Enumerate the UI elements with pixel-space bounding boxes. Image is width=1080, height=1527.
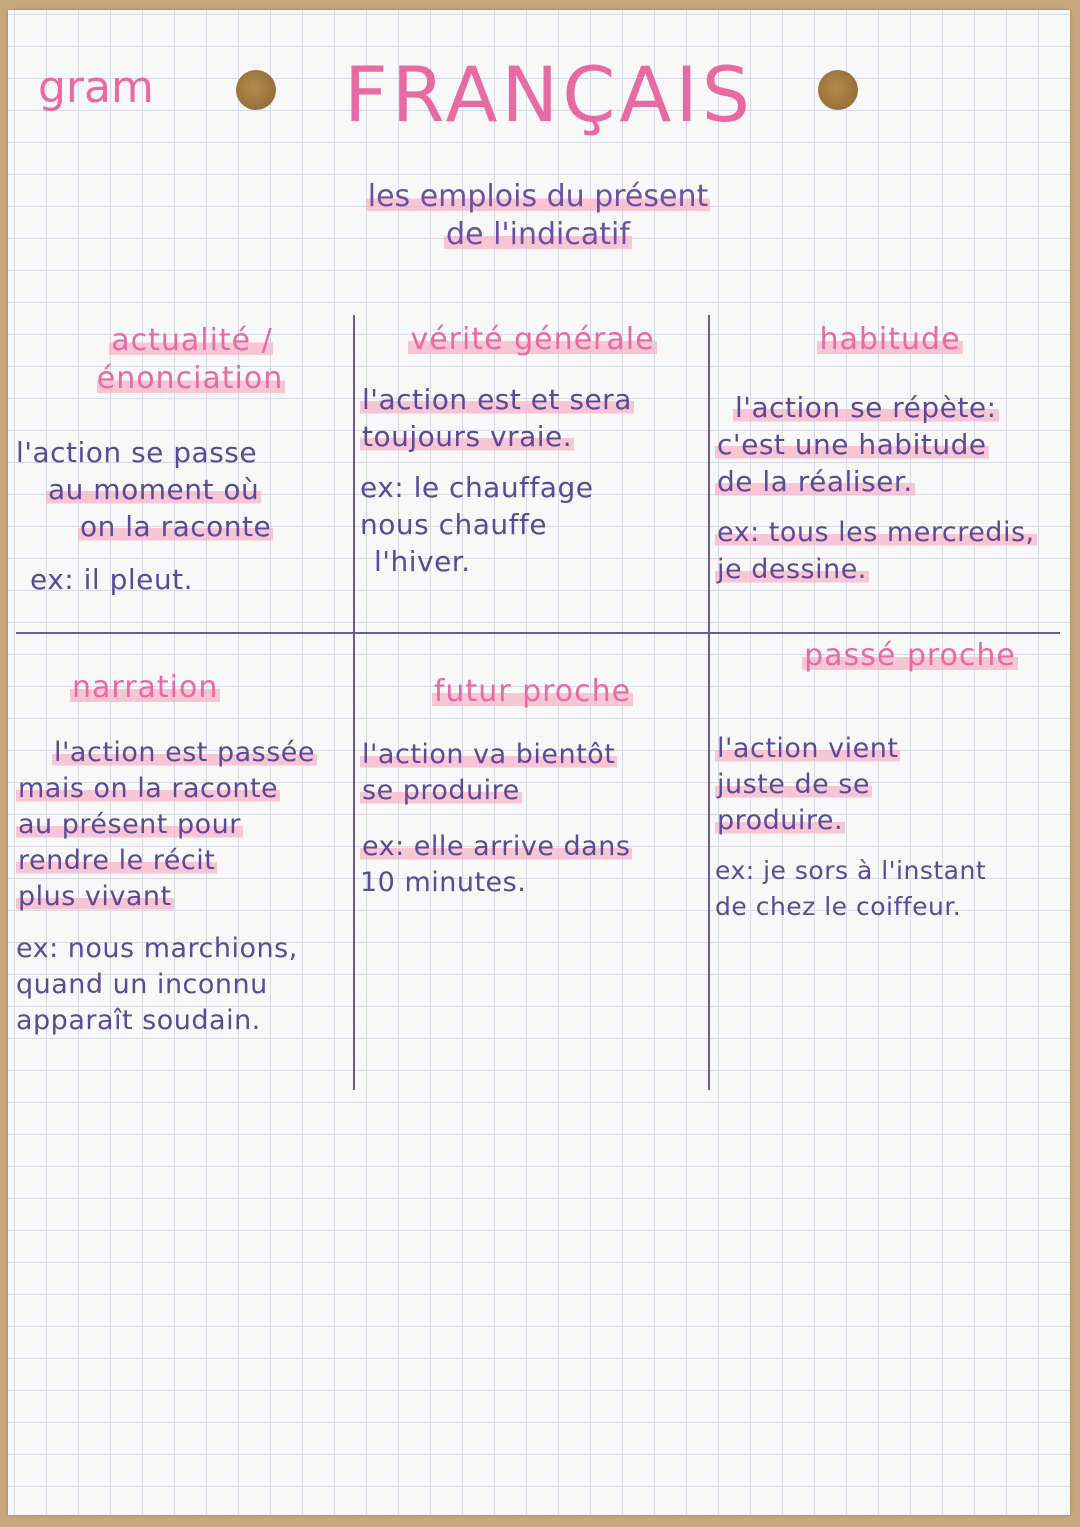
cell-example: ex: nous marchions, quand un inconnu apparaît soudain. xyxy=(16,933,298,1036)
subtitle-line-2: de l'indicatif xyxy=(446,217,630,252)
cell-title: futur proche xyxy=(433,674,632,709)
cell-habitude xyxy=(715,322,1065,588)
cell-title: passé proche xyxy=(804,638,1016,673)
cell-description: l'action se répète: c'est une habitude de la réaliser. xyxy=(717,391,997,498)
cell-title: habitude xyxy=(819,322,961,357)
cell-futur-proche xyxy=(360,670,705,901)
cell-example: ex: il pleut. xyxy=(30,563,194,596)
binder-hole-left xyxy=(236,70,276,110)
cell-example: ex: je sors à l'instant de chez le coiffeur. xyxy=(715,856,987,921)
notebook-page xyxy=(8,10,1070,1515)
cell-example: ex: tous les mercredis, je dessine. xyxy=(717,517,1035,585)
page-title: FRANÇAIS xyxy=(344,50,754,139)
cell-description: l'action est et sera toujours vraie. xyxy=(362,383,632,453)
cell-example: ex: elle arrive dans 10 minutes. xyxy=(360,831,631,898)
subtitle-line-1: les emplois du présent xyxy=(367,179,709,214)
table-divider-vertical-2 xyxy=(708,315,710,1090)
cell-title: actualité / énonciation xyxy=(96,323,284,396)
cell-title: vérité générale xyxy=(410,322,655,357)
cell-description: l'action vient juste de se produire. xyxy=(717,733,899,836)
cell-narration xyxy=(16,670,351,1039)
cell-actualite xyxy=(16,322,346,598)
cell-title: narration xyxy=(72,670,219,705)
subtitle xyxy=(288,178,788,254)
cell-verite-generale xyxy=(360,322,705,580)
cell-description: l'action se passe au moment où on la raconte xyxy=(16,436,272,543)
table-divider-horizontal xyxy=(16,632,1060,634)
cell-description: l'action est passée mais on la raconte au présent pour rendre le récit plus vivant xyxy=(18,737,316,912)
binder-hole-right xyxy=(818,70,858,110)
cell-passe-proche xyxy=(715,638,1065,925)
cell-example: ex: le chauffage nous chauffe l'hiver. xyxy=(360,471,594,578)
corner-label: gram xyxy=(38,62,154,113)
table-divider-vertical-1 xyxy=(353,315,355,1090)
cell-description: l'action va bientôt se produire xyxy=(362,739,616,806)
